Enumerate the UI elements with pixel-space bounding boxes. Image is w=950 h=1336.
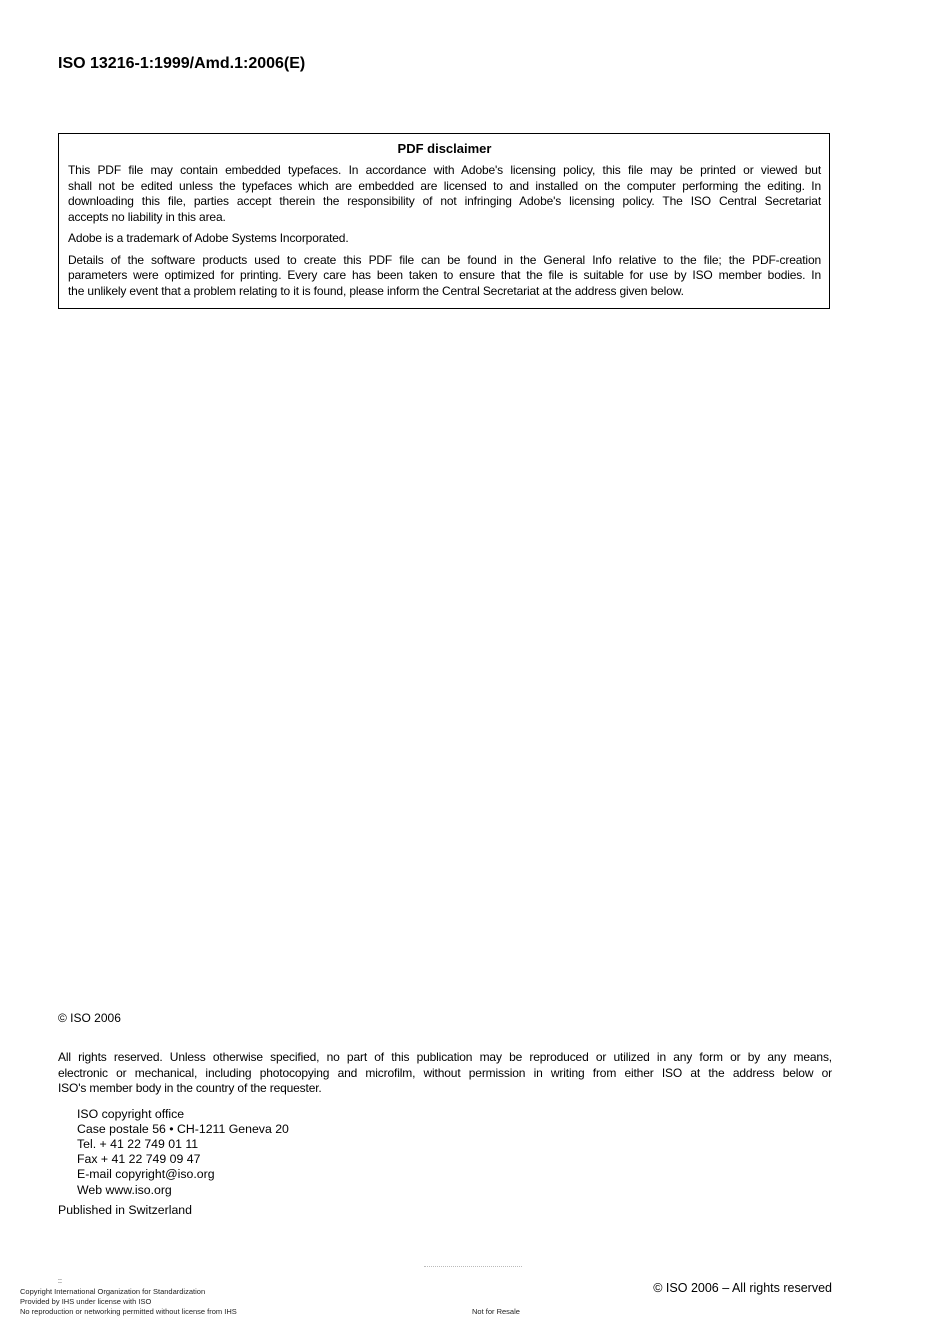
text-line: Adobe is a trademark of Adobe Systems Incorporated. <box>68 231 349 245</box>
text-line: parameters were optimized for printing. Every care has been taken to ensure that the file is suitable for use by ISO member bodies. In <box>68 268 821 282</box>
text-line: All rights reserved. Unless otherwise specified, no part of this publication may be reproduced or utilized in any form or by any means, <box>58 1050 832 1064</box>
text-line: ISO's member body in the country of the requester. <box>58 1081 322 1095</box>
email[interactable]: E-mail copyright@iso.org <box>77 1167 215 1182</box>
disclaimer-paragraph <box>68 231 821 247</box>
text-line: Details of the software products used to create this PDF file can be found in the General Info relative to the file; the PDF-creation <box>68 252 821 267</box>
disclaimer-title: PDF disclaimer <box>397 141 492 156</box>
text-line: the unlikely event that a problem relating to it is found, please inform the Central Secretariat at the address given below. <box>68 283 684 298</box>
phone: Tel. + 41 22 749 01 11 <box>77 1136 199 1151</box>
text-line: downloading this file, parties accept therein the responsibility of not infringing Adobe's licensing policy. The ISO Central Secretariat <box>68 194 821 208</box>
faint-divider <box>424 1266 522 1267</box>
footer-line: Copyright International Organization for Standardization <box>20 1287 206 1296</box>
text-line: electronic or mechanical, including photocopying and microfilm, without permission in writing from either ISO at the address below or <box>58 1065 832 1080</box>
footer-line: No reproduction or networking permitted without license from IHS <box>20 1307 237 1316</box>
iso-address <box>77 1107 832 1198</box>
disclaimer-paragraph <box>68 253 821 300</box>
not-for-resale: Not for Resale <box>472 1307 520 1316</box>
document-header: ISO 13216-1:1999/Amd.1:2006(E) <box>58 55 306 72</box>
text-line: shall not be edited unless the typefaces which are embedded are licensed to and installed on the computer performing the editing. In <box>68 178 821 193</box>
pdf-disclaimer-box <box>58 133 830 309</box>
copyright-notice: © ISO 2006 <box>58 1011 121 1025</box>
copyright-section <box>58 1010 832 1217</box>
footer-license <box>20 1287 237 1317</box>
rights-paragraph <box>58 1050 832 1097</box>
text-line: This PDF file may contain embedded typefaces. In accordance with Adobe's licensing policy, this file may be printed or viewed but <box>68 163 821 177</box>
published-in: Published in Switzerland <box>58 1202 192 1217</box>
website[interactable]: Web www.iso.org <box>77 1182 172 1197</box>
dots-mark: :: <box>58 1278 62 1285</box>
footer-copyright: © ISO 2006 – All rights reserved <box>653 1281 832 1295</box>
fax: Fax + 41 22 749 09 47 <box>77 1152 201 1167</box>
address-line: ISO copyright office <box>77 1106 185 1121</box>
address-line: Case postale 56 • CH-1211 Geneva 20 <box>77 1121 289 1136</box>
footer-line: Provided by IHS under license with ISO <box>20 1297 152 1306</box>
disclaimer-paragraph <box>68 163 821 225</box>
text-line: accepts no liability in this area. <box>68 209 226 224</box>
